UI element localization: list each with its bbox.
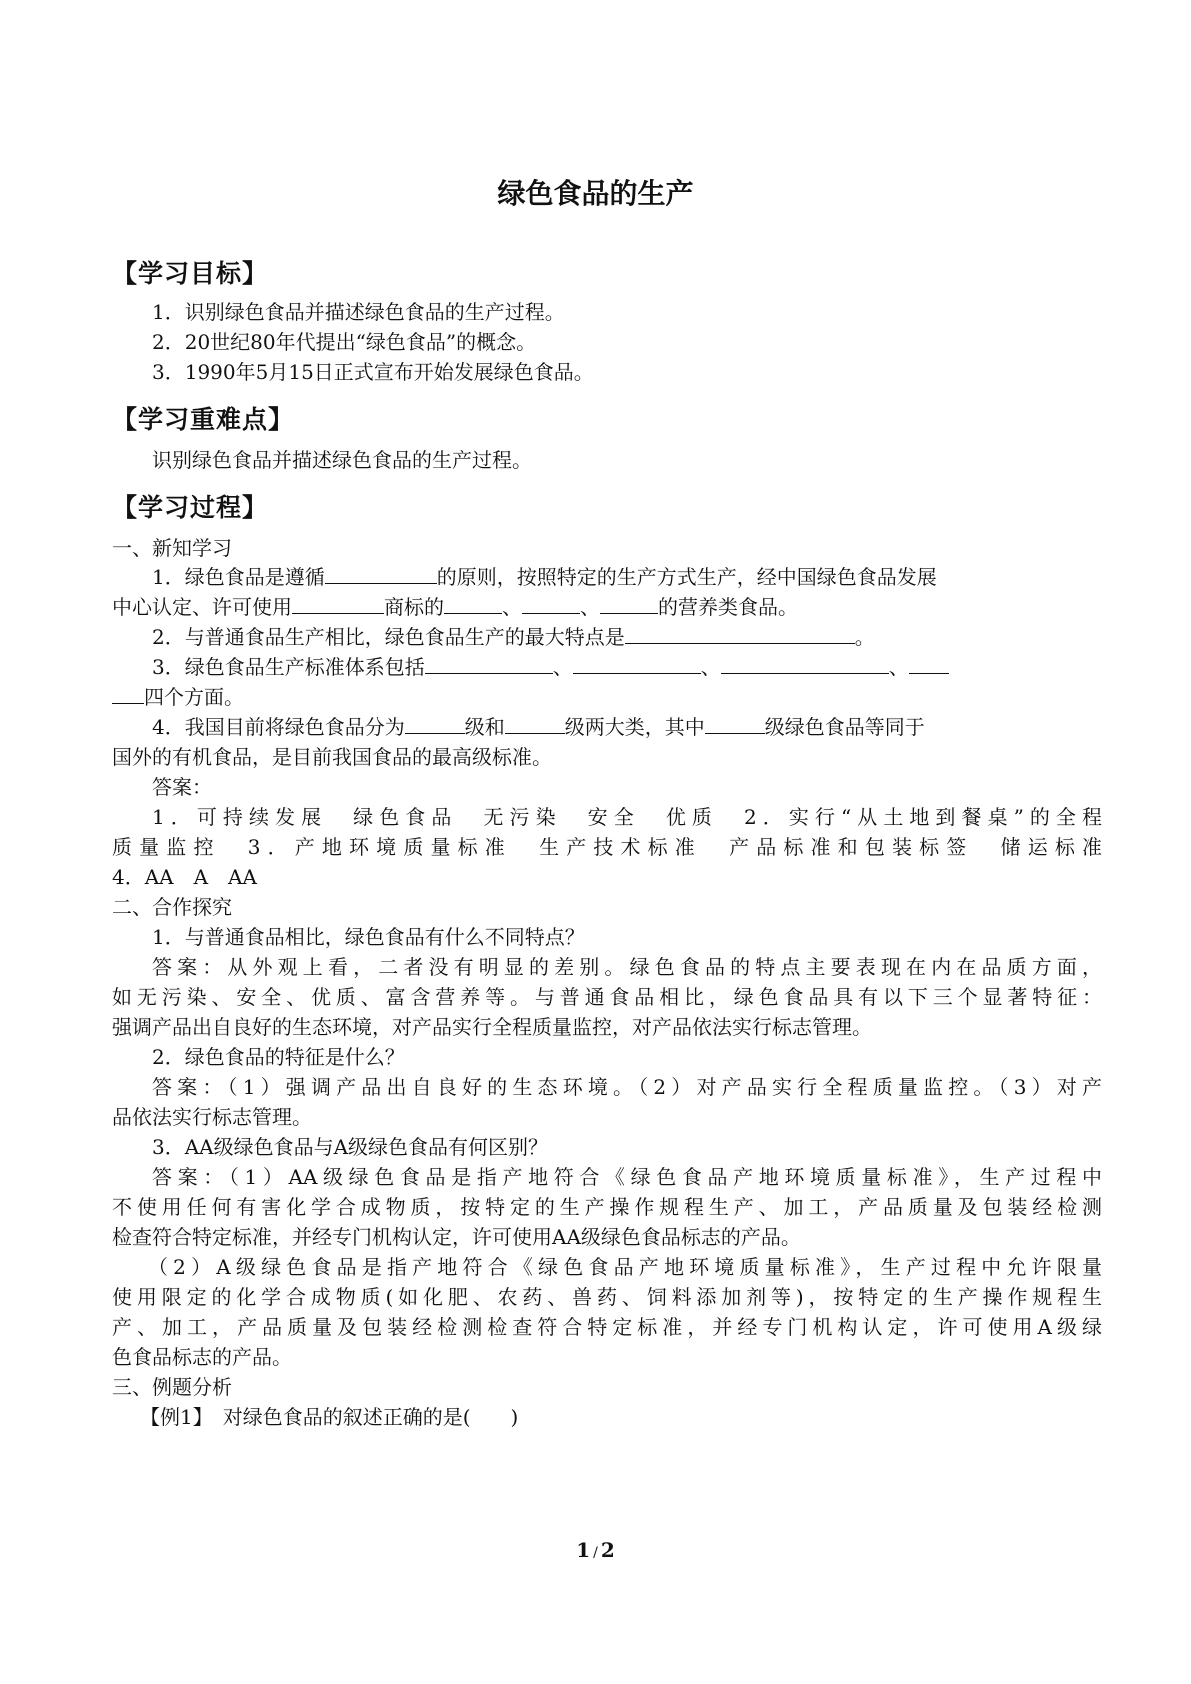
question-3-line-1 bbox=[152, 653, 949, 681]
fill-blank bbox=[405, 713, 465, 734]
question-text: 、 bbox=[700, 655, 721, 679]
fill-blank bbox=[721, 653, 889, 674]
question-text: 。 bbox=[854, 625, 875, 649]
question-text: 级绿色食品等同于 bbox=[764, 715, 925, 739]
answer-line: 质量监控 3．产地环境质量标准 生产技术标准 产品标准和包装标签 储运标准 bbox=[112, 835, 1102, 859]
question-text: 3．绿色食品生产标准体系包括 bbox=[152, 655, 425, 679]
page-title: 绿色食品的生产 bbox=[497, 177, 694, 210]
inquiry-question-1: 1．与普通食品相比，绿色食品有什么不同特点？ bbox=[152, 925, 585, 949]
fill-blank bbox=[425, 653, 553, 674]
fill-blank bbox=[909, 653, 949, 674]
objective-item: 1．识别绿色食品并描述绿色食品的生产过程。 bbox=[152, 300, 565, 324]
objective-item: 2．20世纪80年代提出“绿色食品”的概念。 bbox=[152, 330, 537, 354]
question-text: 四个方面。 bbox=[144, 685, 244, 709]
section-heading-key-points: 【学习重难点】 bbox=[112, 405, 295, 434]
question-text: 1．绿色食品是遵循 bbox=[152, 565, 325, 589]
inquiry-question-3: 3．AA级绿色食品与A级绿色食品有何区别？ bbox=[152, 1135, 549, 1159]
question-text: 、 bbox=[552, 655, 573, 679]
inquiry-answer-1: 如无污染、安全、优质、富含营养等。与普通食品相比，绿色食品具有以下三个显著特征： bbox=[112, 985, 1102, 1009]
inquiry-answer-3: 色食品标志的产品。 bbox=[112, 1345, 292, 1369]
example-1: 【例1】 对绿色食品的叙述正确的是( ) bbox=[140, 1405, 519, 1429]
inquiry-answer-3: 产、加工，产品质量及包装经检测检查符合特定标准，并经专门机构认定，许可使用A级绿 bbox=[112, 1315, 1102, 1339]
fill-blank bbox=[522, 593, 580, 614]
question-1-line-2 bbox=[112, 593, 798, 621]
question-text: 商标的 bbox=[384, 595, 444, 619]
question-3-line-2 bbox=[112, 683, 244, 711]
objective-item: 3．1990年5月15日正式宣布开始发展绿色食品。 bbox=[152, 360, 594, 384]
question-text: 的营养类食品。 bbox=[658, 595, 798, 619]
question-4-line-2: 国外的有机食品，是目前我国食品的最高级标准。 bbox=[112, 745, 552, 769]
inquiry-answer-2: 品依法实行标志管理。 bbox=[112, 1105, 312, 1129]
page-current: 1 bbox=[576, 1538, 591, 1562]
question-text: 级和 bbox=[464, 715, 505, 739]
inquiry-answer-3: （2）A级绿色食品是指产地符合《绿色食品产地环境质量标准》，生产过程中允许限量 bbox=[148, 1255, 1102, 1279]
fill-blank bbox=[573, 653, 701, 674]
section-heading-objectives: 【学习目标】 bbox=[112, 259, 269, 288]
fill-blank bbox=[444, 593, 502, 614]
page-total: 2 bbox=[600, 1538, 615, 1562]
question-text: 、 bbox=[580, 595, 600, 619]
inquiry-answer-3: 不使用任何有害化学合成物质，按特定的生产操作规程生产、加工，产品质量及包装经检测 bbox=[112, 1195, 1102, 1219]
section-heading-process: 【学习过程】 bbox=[112, 493, 269, 522]
inquiry-answer-2: 答案：（1）强调产品出自良好的生态环境。（2）对产品实行全程质量监控。（3）对产 bbox=[152, 1075, 1102, 1099]
fill-blank bbox=[600, 593, 658, 614]
inquiry-answer-3: 答案：（1）AA级绿色食品是指产地符合《绿色食品产地环境质量标准》，生产过程中 bbox=[152, 1165, 1102, 1189]
question-text: 、 bbox=[888, 655, 909, 679]
fill-blank bbox=[292, 593, 384, 614]
question-text: 、 bbox=[502, 595, 522, 619]
answer-line: 4．AA A AA bbox=[112, 865, 257, 889]
inquiry-answer-1: 强调产品出自良好的生态环境，对产品实行全程质量监控，对产品依法实行标志管理。 bbox=[112, 1015, 872, 1039]
question-text: 中心认定、许可使用 bbox=[112, 595, 292, 619]
part-heading-cooperation: 二、合作探究 bbox=[112, 895, 232, 919]
fill-blank bbox=[705, 713, 765, 734]
page-separator: / bbox=[593, 1545, 598, 1561]
question-text: 2．与普通食品生产相比，绿色食品生产的最大特点是 bbox=[152, 625, 625, 649]
question-2 bbox=[152, 623, 875, 651]
question-text: 4．我国目前将绿色食品分为 bbox=[152, 715, 405, 739]
inquiry-answer-3: 检查符合特定标准，并经专门机构认定，许可使用AA级绿色食品标志的产品。 bbox=[112, 1225, 801, 1249]
fill-blank bbox=[112, 683, 144, 704]
question-text: 级两大类，其中 bbox=[564, 715, 705, 739]
fill-blank bbox=[505, 713, 565, 734]
inquiry-answer-3: 使用限定的化学合成物质(如化肥、农药、兽药、饲料添加剂等)，按特定的生产操作规程生 bbox=[112, 1285, 1102, 1309]
question-1-line-1 bbox=[152, 563, 937, 591]
question-4-line-1 bbox=[152, 713, 925, 741]
answer-label: 答案： bbox=[152, 775, 212, 799]
question-text: 的原则，按照特定的生产方式生产，经中国绿色食品发展 bbox=[436, 565, 937, 589]
page-number bbox=[0, 1538, 1191, 1562]
key-point-text: 识别绿色食品并描述绿色食品的生产过程。 bbox=[152, 448, 532, 472]
part-heading-examples: 三、例题分析 bbox=[112, 1375, 232, 1399]
inquiry-question-2: 2．绿色食品的特征是什么？ bbox=[152, 1045, 405, 1069]
part-heading-new-knowledge: 一、新知学习 bbox=[112, 536, 232, 560]
answer-line: 1．可持续发展 绿色食品 无污染 安全 优质 2．实行“从土地到餐桌”的全程 bbox=[152, 805, 1102, 829]
fill-blank bbox=[625, 623, 855, 644]
inquiry-answer-1: 答案：从外观上看，二者没有明显的差别。绿色食品的特点主要表现在内在品质方面， bbox=[152, 955, 1102, 979]
fill-blank bbox=[325, 563, 437, 584]
